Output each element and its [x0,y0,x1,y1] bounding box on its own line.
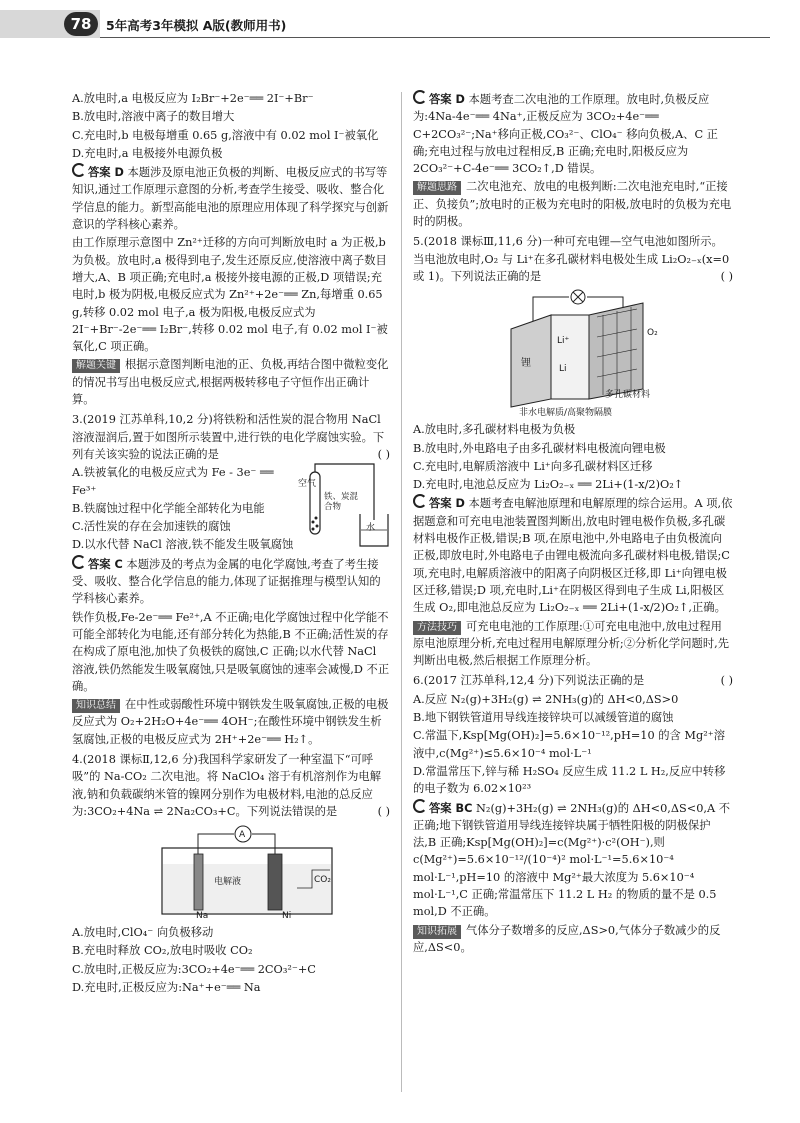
q3-answer [72,555,390,608]
q5-option-b: B.放电时,外电路电子由多孔碳材料电极流向锂电极 [413,441,666,455]
q2-key-tag: 解题关键 [72,359,120,373]
page-number: 78 [64,12,98,36]
q5-label-carbon: 多孔碳材料 [605,390,651,401]
q5-label-lithium: 锂 [521,358,531,370]
q3-explanation: 铁作负极,Fe-2e⁻══ Fe²⁺,A 不正确;电化学腐蚀过程中化学能不可能全部转化为电能,还有部分转化为热能,B 不正确;活性炭的存在构成了原电池,加快了负极铁的腐蚀,C 正确;以水代替 NaCl 溶液,铁仍然能发生吸氧腐蚀,只是吸氧腐蚀的速率会减慢,D 不正确。 [72,610,390,693]
left-column [72,90,390,997]
q6-option-b: B.地下钢铁管道用导线连接锌块可以减缓管道的腐蚀 [413,711,674,725]
q3-answer-label: 答案 C [88,557,123,571]
q3-answer-text: 本题涉及的考点为金属的电化学腐蚀,考查了考生接受、吸收、整合化学信息的能力,体现了证据推理与模型认知的学科核心素养。 [72,557,381,606]
q2-explanation: 由工作原理示意图中 Zn²⁺迁移的方向可判断放电时 a 为正极,b 为负极。放电时,a 极得到电子,发生还原反应,使溶液中离子数目增大,A、B 项正确;充电时,a 极接外接电源的正极,D 项错误;充电时,b 极为阴极,电极反应式为 Zn²⁺+2e⁻══ Zn,每增重 0.65 g,转移 0.02 mol 电子,a 极为阳极,电极反应式为 2I⁻+Br⁻-2e⁻══ I₂Br⁻,转移 0.02 mol 电子,有 0.02 mol I⁻被氧化,C 项正确。 [72,236,388,354]
q4-label-electrolyte: 电解液 [214,877,242,888]
q2-answer [72,163,390,233]
q4-label-ammeter: A [239,830,246,841]
q4-battery-figure [152,824,342,920]
q5-battery-figure [493,289,673,417]
q5-option-c: C.充电时,电解质溶液中 Li⁺向多孔碳材料区迁移 [413,459,653,473]
q4-option-c: C.放电时,正极反应为:3CO₂+4e⁻══ 2CO₃²⁻+C [72,962,316,976]
q3-option-d: D.以水代替 NaCl 溶液,铁不能发生吸氧腐蚀 [72,538,294,552]
q4-label-co2: CO₂ [314,875,331,886]
answer-icon [413,90,427,104]
q6-extension [413,922,733,957]
q3-label-mixture: 铁、炭混合物 [324,492,359,513]
q3-label-air: 空气 [298,479,317,490]
q5-tip [413,618,733,670]
q5-answer [413,494,733,616]
q2-option-a: A.放电时,a 电极反应为 I₂Br⁻+2e⁻══ 2I⁻+Br⁻ [72,92,314,105]
q3-options-block [72,464,390,553]
answer-icon [72,163,86,177]
book-title: 5年高考3年模拟 A版(教师用书) [106,18,287,33]
q6-answer-text: N₂(g)+3H₂(g) ⇌ 2NH₃(g)的 ΔH<0,ΔS<0,A 不正确;地下钢铁管道用导线连接锌块属于牺牲阳极的阴极保护法,B 正确;Ksp[Mg(OH)₂]=c(Mg²⁺)·c²(OH⁻),则 c(Mg²⁺)=5.6×10⁻¹²/(10⁻⁴)² mol·L⁻¹=5.6×10⁻⁴ mol·L⁻¹,pH=10 的溶液中 Mg²⁺最大浓度为 5.6×10⁻⁴ mol·L⁻¹,C 正确;常温常压下 11.2 L H₂ 的物质的量不是 0.5 mol,D 不正确。 [413,801,731,919]
q2-answer-label: 答案 D [88,166,124,180]
q4-answer-text: 本题考查二次电池的工作原理。放电时,负极反应为:4Na-4e⁻══ 4Na⁺,正极反应为 3CO₂+4e⁻══ C+2CO₃²⁻;Na⁺移向正极,CO₃²⁻、ClO₄⁻ 移向负极,A、C 正确;充电过程与放电过程相反,B 正确;充电时,阳极反应为 2CO₃²⁻+C-4e⁻══ 3CO₂↑,D 错误。 [413,93,718,176]
q2-answer-text: 本题涉及原电池正负极的判断、电极反应式的书写等知识,通过工作原理示意图的分析,考查学生接受、吸收、整合化学信息的能力。新型高能电池的原理应用体现了科学探究与创新意识的学科核心素养。 [72,166,389,232]
q5-label-membrane: 非水电解质/高聚物隔膜 [519,408,613,419]
q6-option-c: C.常温下,Ksp[Mg(OH)₂]=5.6×10⁻¹²,pH=10 的含 Mg²⁺溶液中,c(Mg²⁺)≤5.6×10⁻⁴ mol·L⁻¹ [413,729,726,760]
q3-summary-tag: 知识总结 [72,699,120,713]
q4-option-b: B.充电时释放 CO₂,放电时吸收 CO₂ [72,944,253,958]
q6-extension-text: 气体分子数增多的反应,ΔS>0,气体分子数减少的反应,ΔS<0。 [413,923,721,954]
q4-stem-text: 4.(2018 课标Ⅱ,12,6 分)我国科学家研发了一种室温下“可呼吸”的 Na-CO₂ 二次电池。将 NaClO₄ 溶于有机溶剂作为电解液,钠和负载碳纳米管的镍网分别作为电极材料,电池的总反应为:3CO₂+4Na ⇌ 2Na₂CO₃+C。下列说法错误的是 [72,752,382,818]
q6-stem [413,672,733,689]
q5-option-d: D.充电时,电池总反应为 Li₂O₂₋ₓ ══ 2Li+(1-x/2)O₂↑ [413,478,684,492]
q4-answer-label: 答案 D [429,93,465,106]
q3-summary [72,696,390,748]
q4-option-d: D.充电时,正极反应为:Na⁺+e⁻══ Na [72,981,261,995]
q5-label-li-ion: Li⁺ [557,336,570,347]
q6-option-d: D.常温常压下,锌与稀 H₂SO₄ 反应生成 11.2 L H₂,反应中转移的电子数为 6.02×10²³ [413,764,726,796]
q4-label-na: Na [196,911,209,922]
q2-option-b: B.放电时,溶液中离子的数目增大 [72,110,235,124]
q3-answer-paren: ( ) [377,447,390,461]
answer-icon [72,555,86,569]
q3-option-b: B.铁腐蚀过程中化学能全部转化为电能 [72,501,265,515]
q5-tip-tag: 方法技巧 [413,621,461,635]
q5-label-li: Li [559,364,567,375]
column-divider [401,92,402,1092]
header-rule [100,37,770,38]
q3-option-a: A.铁被氧化的电极反应式为 Fe - 3e⁻ ══ Fe³⁺ [72,466,274,497]
q4-idea [413,178,733,230]
q4-label-ni: Ni [282,911,292,922]
q5-option-a: A.放电时,多孔碳材料电极为负极 [413,423,576,437]
q2-key [72,356,390,408]
page-header [0,0,800,40]
q5-answer-label: 答案 D [429,497,465,511]
q4-idea-tag: 解题思路 [413,181,461,195]
q2-option-d: D.充电时,a 电极接外电源负极 [72,146,223,160]
answer-icon [413,799,427,813]
q5-answer-paren: ( ) [720,269,733,283]
q5-stem-text: 5.(2018 课标Ⅲ,11,6 分)一种可充电锂—空气电池如图所示。当电池放电时,O₂ 与 Li⁺在多孔碳材料电极处生成 Li₂O₂₋ₓ(x=0 或 1)。下列说法正确的是 [413,235,730,283]
q6-extension-tag: 知识拓展 [413,925,461,939]
q3-apparatus-figure [300,458,390,550]
q6-answer [413,799,733,921]
q3-summary-text: 在中性或弱酸性环境中钢铁发生吸氧腐蚀,正极的电极反应式为 O₂+2H₂O+4e⁻══ 4OH⁻;在酸性环境中钢铁发生析氢腐蚀,正极的电极反应式为 2H⁺+2e⁻══ H₂↑。 [72,698,389,746]
answer-icon [413,494,427,508]
q6-option-a: A.反应 N₂(g)+3H₂(g) ⇌ 2NH₃(g)的 ΔH<0,ΔS>0 [413,692,679,706]
q6-answer-label: 答案 BC [429,801,473,815]
q4-answer [413,90,733,177]
q4-stem [72,751,390,820]
q5-answer-text: 本题考查电解池原理和电解原理的综合运用。A 项,依据题意和可充电电池装置图判断出,放电时锂电极作负极,多孔碳材料电极作正极,错误;B 项,在原电池中,外电路电子由负极流向正极,即放电时,外电路电子由锂电极流向多孔碳材料电极,错误;C 项,充电时,电解质溶液中的阳离子向阴极区迁移,即 Li⁺向锂电极区迁移,错误;D 项,充电时,Li⁺在阴极区得到电子生成 Li,阳极区生成 O₂,即电池总反应为 Li₂O₂₋ₓ ══ 2Li+(1-x/2)O₂↑,正确。 [413,497,733,615]
q2-key-text: 根据示意图判断电池的正、负极,再结合图中微粒变化的情况书写出电极反应式,根据两极转移电子守恒作出正确计算。 [72,358,389,407]
q3-stem [72,411,390,463]
q4-option-a: A.放电时,ClO₄⁻ 向负极移动 [72,926,214,940]
q5-stem [413,233,733,285]
q6-answer-paren: ( ) [720,674,733,688]
q5-label-o2: O₂ [647,328,658,339]
q4-idea-text: 二次电池充、放电的电极判断:二次电池充电时,“正接正、负接负”;放电时的正极为充电时的阳极,放电时的负极为充电时的阴极。 [413,180,732,229]
q3-stem-text: 3.(2019 江苏单科,10,2 分)将铁粉和活性炭的混合物用 NaCl 溶液湿润后,置于如图所示装置中,进行铁的电化学腐蚀实验。下列有关该实验的说法正确的是 [72,413,385,461]
q2-option-c: C.充电时,b 电极每增重 0.65 g,溶液中有 0.02 mol I⁻被氧化 [72,128,379,142]
q3-label-water: 水 [366,523,376,534]
q3-option-c: C.活性炭的存在会加速铁的腐蚀 [72,520,231,534]
right-column [413,90,733,957]
q4-answer-paren: ( ) [377,804,390,818]
q6-stem-text: 6.(2017 江苏单科,12,4 分)下列说法正确的是 [413,674,645,688]
q5-tip-text: 可充电电池的工作原理:①可充电电池中,放电过程用原电池原理分析,充电过程用电解原理分析;②分析化学问题时,先判断出电极,然后根据工作原理分析。 [413,619,730,668]
